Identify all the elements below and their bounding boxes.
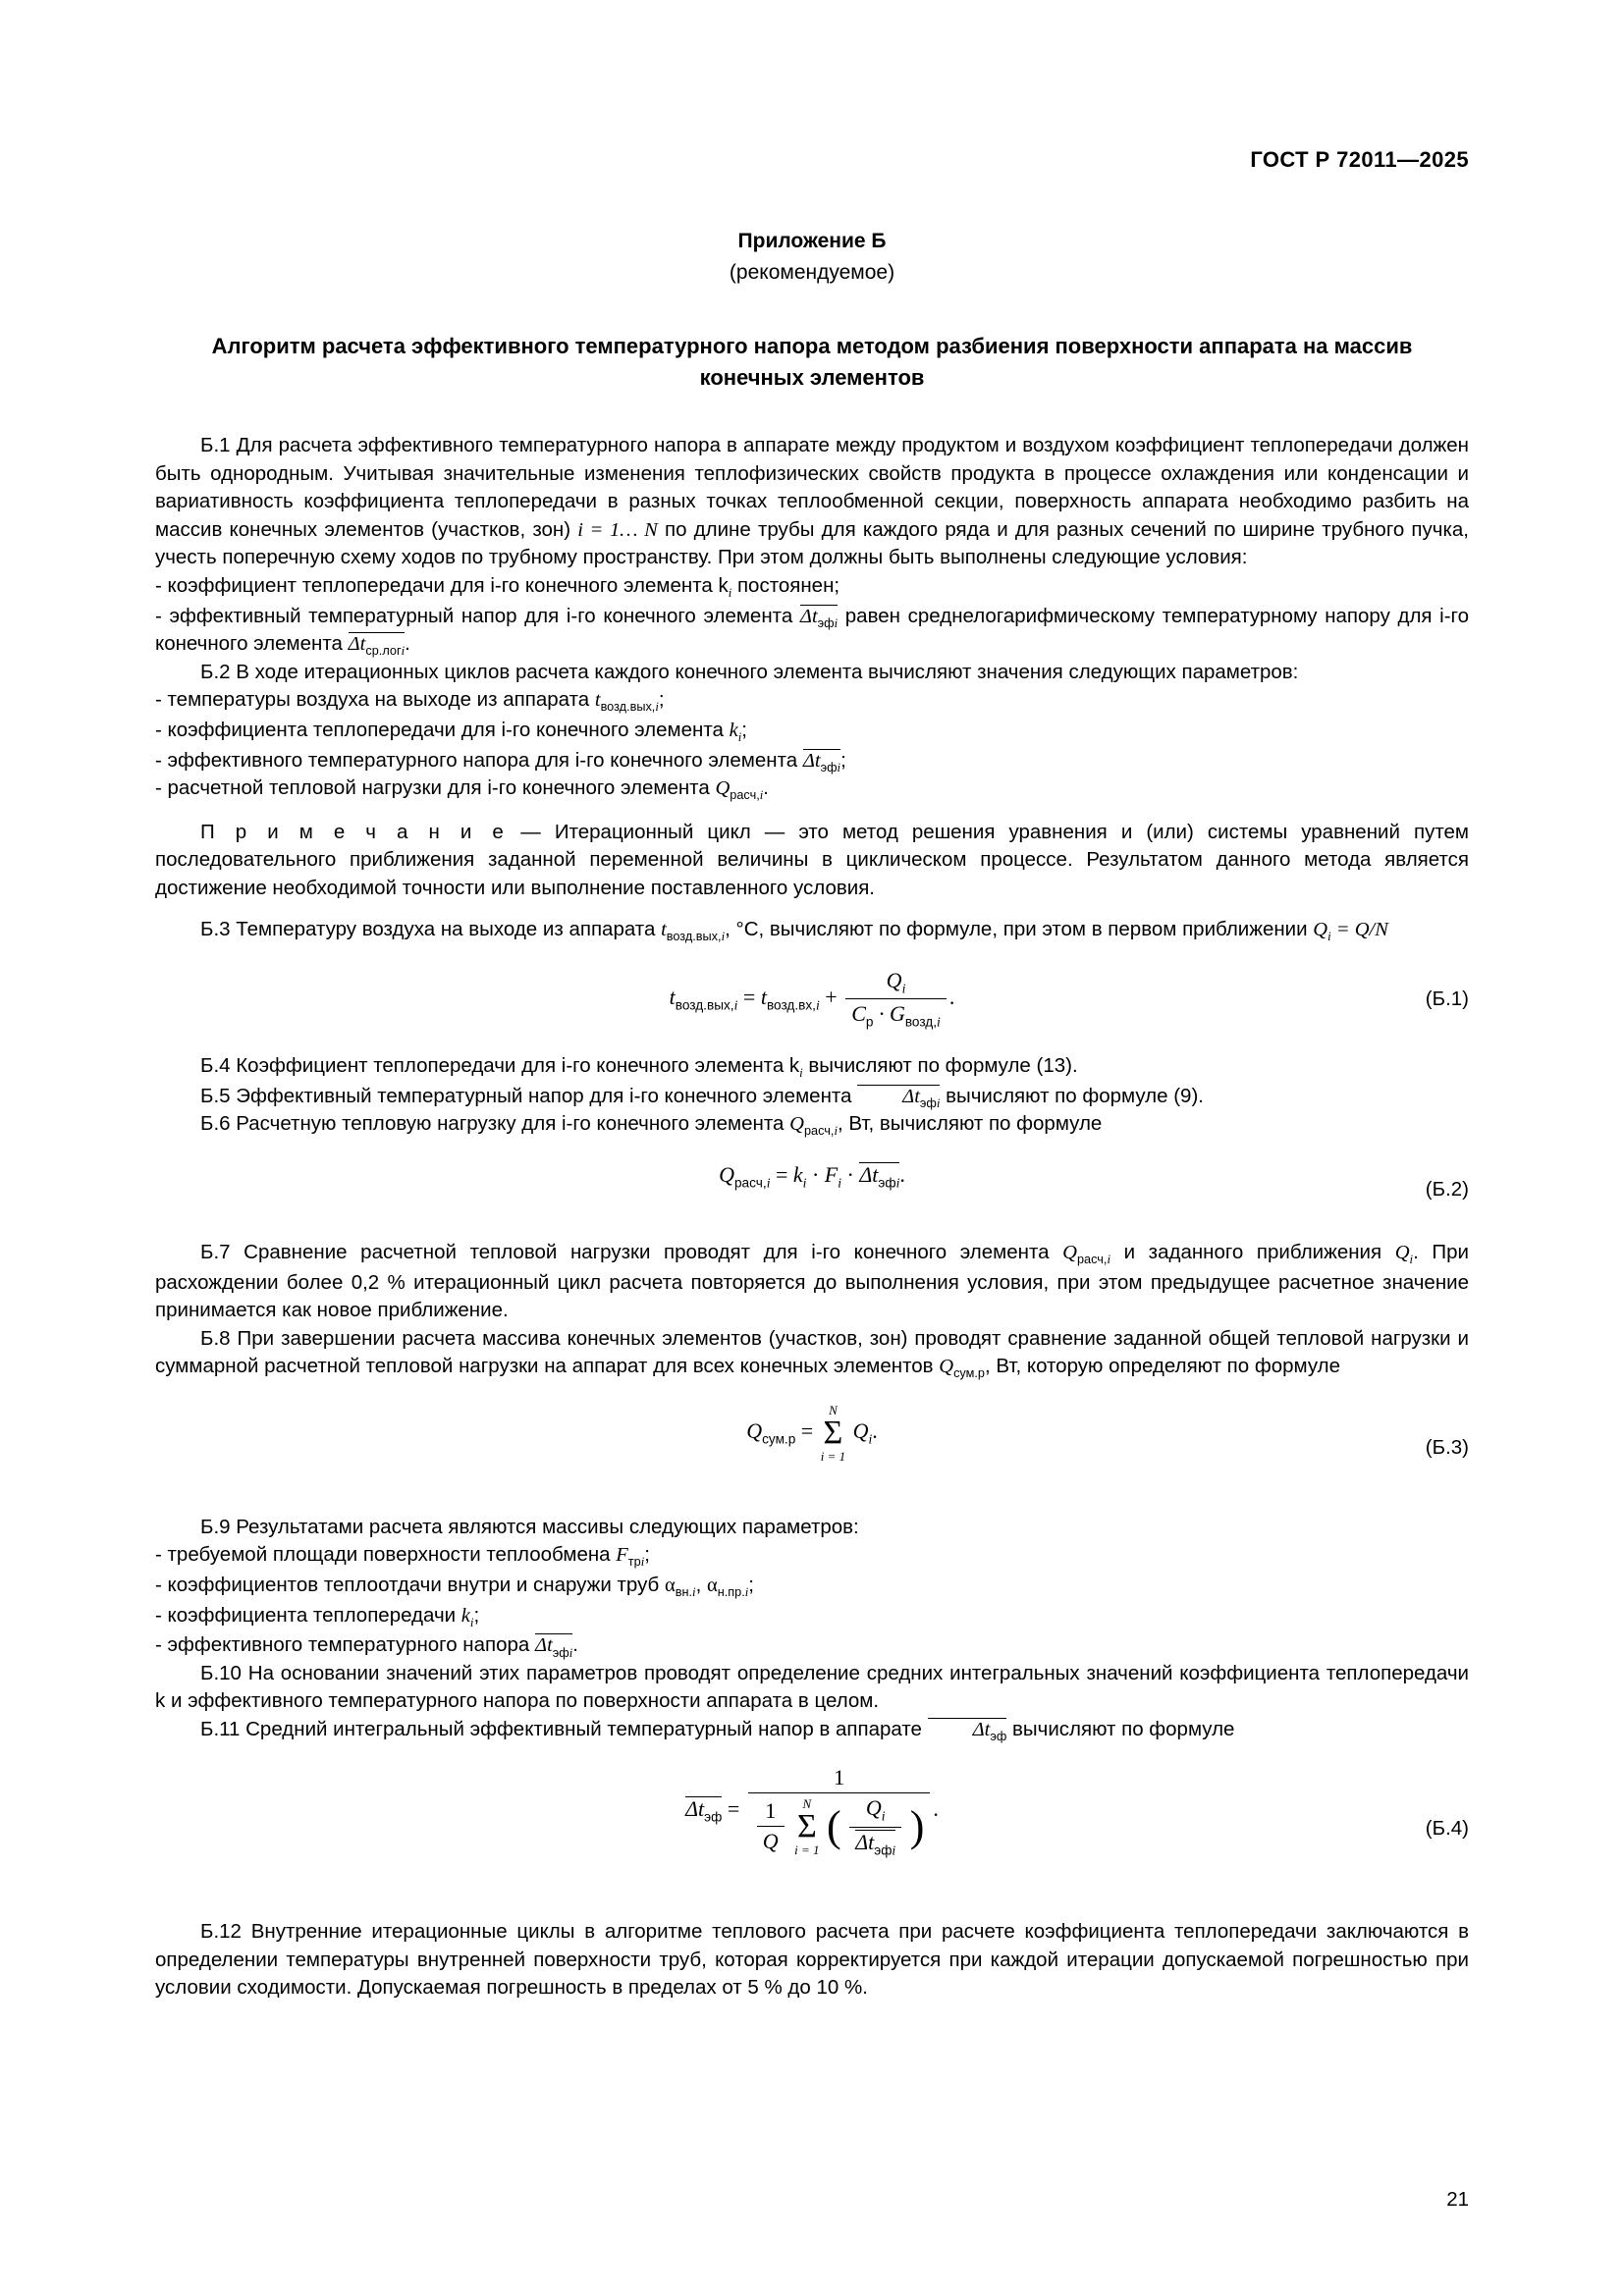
symbol-alpha-n-pr-i: $\alpha_{н.пр.i}$: [706, 1574, 749, 1600]
b11-text: Б.11 Средний интегральный эффективный температурный напор в аппарате: [200, 1717, 922, 1740]
paragraph-b1: [155, 432, 1469, 571]
symbol-k-i: $k_i$: [729, 719, 742, 744]
b7-mid: и заданного приближения: [1123, 1240, 1382, 1263]
b4-end: вычисляют по формуле (13).: [808, 1053, 1078, 1077]
section-heading: Алгоритм расчета эффективного температурного напора методом разбиения поверхности аппарата на массив конечных элементов: [211, 333, 1413, 390]
paragraph-b2: Б.2 В ходе итерационных циклов расчета каждого конечного элемента вычисляют значения следующих параметров:: [200, 660, 1299, 683]
b1-item2-text: - эффективный температурный напор для i-го конечного элемента: [155, 604, 793, 627]
formula-b4-row: [155, 1765, 1469, 1893]
b4-text: Б.4 Коэффициент теплопередачи для i-го конечного элемента k: [200, 1053, 800, 1077]
symbol-t-vozd-vyh-i-b3: $t_{возд.вых,i}$: [661, 919, 726, 944]
symbol-q-sum-r: $Q_{сум.р}$: [939, 1356, 985, 1381]
formula-b4-number: (Б.4): [1425, 1817, 1469, 1841]
appendix-title: Приложение Б: [737, 230, 887, 252]
paragraph-b2-item2: - коэффициента теплопередачи для i-го конечного элемента $k_i$;: [155, 718, 747, 744]
b5-end: вычисляют по формуле (9).: [946, 1084, 1204, 1107]
symbol-dt-ef-i-b9: $\Delta t_{эфi}$: [535, 1634, 573, 1660]
formula-b4: $\Delta t_{эф}$ = 1 $\frac{1}{Q}$ N Σ i = 1 ( $\frac{Q_i}{\Delta t_{эфi}}$ ) .: [685, 1765, 939, 1858]
formula-b1: $t_{возд.вых,i} = t_{возд.вх,i}$ + $\frac{Q_i}{C_p \cdot G_{возд,i}}$ .: [669, 968, 955, 1030]
standard-id-header: ГОСТ Р 72011—2025: [1250, 147, 1469, 172]
symbol-dt-ef-mean: $\Delta t_{эф}$: [928, 1718, 1007, 1743]
b8-end: Вт, которую определяют по формуле: [996, 1355, 1341, 1377]
formula-b2-number: (Б.2): [1425, 1177, 1469, 1201]
symbol-dt-ef-i-b5: $\Delta t_{эфi}$: [857, 1085, 940, 1110]
symbol-k-i-b9: $k_i$: [460, 1604, 474, 1629]
b2-item1-text: - температуры воздуха на выходе из аппарата: [155, 688, 590, 712]
b9-item3-text: - коэффициента теплопередачи: [155, 1603, 457, 1627]
formula-b3-row: [155, 1404, 1469, 1492]
paragraph-b1-item2: - эффективный температурный напор для i-го конечного элемента $\Delta t_{эфi}$ равен среднелогарифмическому температурному напору для i-го конечного элемента $\Delta t_{ср.логi}$.: [155, 604, 1469, 659]
paragraph-b3: Б.3 Температуру воздуха на выходе из аппарата $t_{возд.вых,i}$, °С, вычисляют по формуле, при этом в первом приближении $Q_i = Q/N$: [200, 918, 1388, 944]
symbol-q-i-b7: $Q_i$: [1394, 1241, 1414, 1266]
b2-item4-text: - расчетной тепловой нагрузки для i-го конечного элемента: [155, 776, 710, 800]
b6-end: Вт, вычисляют по формуле: [848, 1112, 1103, 1136]
paragraph-b9: Б.9 Результатами расчета являются массивы следующих параметров:: [200, 1515, 859, 1538]
b9-item2-text: - коэффициентов теплоотдачи внутри и снаружи труб: [155, 1573, 660, 1596]
index-range: i = 1… N: [577, 518, 658, 541]
b9-item4-text: - эффективного температурного напора: [155, 1633, 530, 1657]
b7-end: При расхождении более 0,2 % итерационный цикл расчета повторяется до выполнения условия, при этом предыдущее расчетное значение принимается как новое приближение.: [155, 1240, 1469, 1322]
formula-dt-sr-log-i: $\Delta t_{ср.логi}$: [348, 633, 406, 659]
paragraph-b5: [155, 1083, 1469, 1110]
b1-item1-text: - коэффициент теплопередачи для i-го конечного элемента k: [155, 573, 729, 597]
b3-text: Б.3 Температуру воздуха на выходе из аппарата: [200, 918, 656, 941]
formula-b3-number: (Б.3): [1425, 1435, 1469, 1459]
symbol-q-i-approx: $Q_i = Q/N$: [1313, 919, 1388, 944]
paragraph-b11: [155, 1716, 1469, 1743]
paragraph-b2-item1: - температуры воздуха на выходе из аппарата $t_{возд.вых,i}$;: [155, 688, 665, 715]
symbol-t-vozd-vyh-i: $t_{возд.вых,i}$: [594, 689, 659, 715]
symbol-alpha-vn-i: $\alpha_{вн.i}$: [665, 1574, 696, 1600]
formula-dt-ef-i: $\Delta t_{эфi}$: [799, 605, 839, 630]
b7-text: Б.7 Сравнение расчетной тепловой нагрузки проводят для i-го конечного элемента: [200, 1240, 1050, 1263]
paragraph-b9-item4: - эффективного температурного напора $\Delta t_{эфi}$.: [155, 1633, 578, 1660]
paragraph-b7: Б.7 Сравнение расчетной тепловой нагрузки проводят для i-го конечного элемента $Q_{расч,i}$ и заданного приближения $Q_i$. При расхождении более 0,2 % итерационный цикл расчета повторяется до выполнения условия, при этом предыдущее расчетное значение принимается как новое приближение.: [155, 1240, 1469, 1322]
b1-item1-end: постоянен;: [736, 573, 840, 597]
symbol-f-tr-i: $F_{трi}$: [616, 1544, 645, 1570]
paragraph-b8: Б.8 При завершении расчета массива конечных элементов (участков, зон) проводят сравнение заданной общей тепловой нагрузки и суммарной расчетной тепловой нагрузки на аппарат для всех конечных элементов $Q_{сум.р}$, Вт, которую определяют по формуле: [155, 1326, 1469, 1381]
paragraph-b1-text: Б.1 Для расчета эффективного температурного напора в аппарате между продуктом и воздухом коэффициент теплопередачи должен быть однородным. Учитывая значительные изменения теплофизических свойств продукта в процессе охлаждения или конденсации и вариативность коэффициента теплопередачи в разных точках теплообменной секции, поверхность аппарата необходимо разбить на массив конечных элементов (участков, зон): [155, 434, 1469, 541]
paragraph-b9-item3: - коэффициента теплопередачи $k_i$;: [155, 1603, 480, 1629]
paragraph-b2-item3: - эффективного температурного напора для i-го конечного элемента $\Delta t_{эфi}$;: [155, 748, 846, 774]
note-text: — Итерационный цикл — это метод решения уравнения и (или) системы уравнений путем последовательного приближения заданной переменной величины в циклическом процессе. Результатом данного метода является достижение необходимой точности или выполнение поставленного условия.: [155, 820, 1469, 899]
paragraph-b9-item2: - коэффициентов теплоотдачи внутри и снаружи труб $\alpha_{вн.i}$, $\alpha_{н.пр.i}$;: [155, 1573, 754, 1600]
symbol-q-rasch-i: $Q_{расч,i}$: [715, 777, 764, 803]
b2-item2-text: - коэффициента теплопередачи для i-го конечного элемента: [155, 718, 724, 741]
paragraph-b6: Б.6 Расчетную тепловую нагрузку для i-го конечного элемента $Q_{расч,i}$, Вт, вычисляют по формуле: [200, 1112, 1103, 1139]
b5-text: Б.5 Эффективный температурный напор для i-го конечного элемента: [200, 1084, 852, 1107]
formula-b1-row: [155, 968, 1469, 1031]
b11-end: вычисляют по формуле: [1012, 1717, 1235, 1740]
paragraph-b1-cont: по длине трубы для каждого ряда и для разных сечений по ширине трубного пучка, учесть поперечную схему ходов по трубному пространству. При этом должны быть выполнены следующие условия:: [155, 517, 1469, 569]
paragraph-b2-item4: - расчетной тепловой нагрузки для i-го конечного элемента $Q_{расч,i}$.: [155, 776, 769, 803]
page-number: 21: [1446, 2188, 1469, 2211]
paragraph-b12: Б.12 Внутренние итерационные циклы в алгоритме теплового расчета при расчете коэффициента теплопередачи заключаются в определении температуры внутренней поверхности труб, которая корректируется при каждой итерации допускаемой погрешностью при условии сходимости. Допускаемая погрешность в пределах от 5 % до 10 %.: [155, 1920, 1469, 2000]
paragraph-b10: Б.10 На основании значений этих параметров проводят определение средних интегральных значений коэффициента теплопередачи k и эффективного температурного напора по поверхности аппарата в целом.: [155, 1661, 1469, 1713]
appendix-subtitle: (рекомендуемое): [729, 261, 895, 285]
formula-b1-number: (Б.1): [1425, 987, 1469, 1010]
formula-b3: $Q_{сум.р}$ = N Σ i = 1 $Q_i$.: [746, 1402, 878, 1464]
note-block: [155, 819, 1469, 902]
b3-mid: °С, вычисляют по формуле, при этом в первом приближении: [735, 918, 1308, 941]
formula-b2: $Q_{расч,i} = k_i \cdot F_i \cdot \Delta t_{эфi}$.: [719, 1161, 905, 1191]
paragraph-b9-item1: - требуемой площади поверхности теплообмена $F_{трi}$;: [155, 1543, 650, 1570]
b9-item1-text: - требуемой площади поверхности теплообмена: [155, 1543, 611, 1567]
symbol-q-rasch-i-b6: $Q_{расч,i}$: [789, 1113, 838, 1139]
b8-text: Б.8 При завершении расчета массива конечных элементов (участков, зон) проводят сравнение заданной общей тепловой нагрузки и суммарной расчетной тепловой нагрузки на аппарат для всех конечных элементов: [155, 1326, 1469, 1377]
note-label: П р и м е ч а н и е: [200, 820, 508, 843]
b2-item3-text: - эффективного температурного напора для i-го конечного элемента: [155, 748, 798, 772]
paragraph-b4: Б.4 Коэффициент теплопередачи для i-го конечного элемента $k_i$ вычисляют по формуле (13).: [200, 1053, 1078, 1080]
symbol-q-rasch-i-b7: $Q_{расч,i}$: [1062, 1241, 1110, 1266]
formula-b2-row: [155, 1162, 1469, 1217]
b6-text: Б.6 Расчетную тепловую нагрузку для i-го конечного элемента: [200, 1112, 785, 1136]
b1-item2-mid: равен среднелогарифмическому температурному напору для i-го конечного элемента: [155, 604, 1469, 656]
paragraph-b1-item1: - коэффициент теплопередачи для i-го конечного элемента $k_i$ постоянен;: [155, 573, 840, 600]
symbol-dt-ef-i-2: $\Delta t_{эфi}$: [802, 749, 841, 774]
